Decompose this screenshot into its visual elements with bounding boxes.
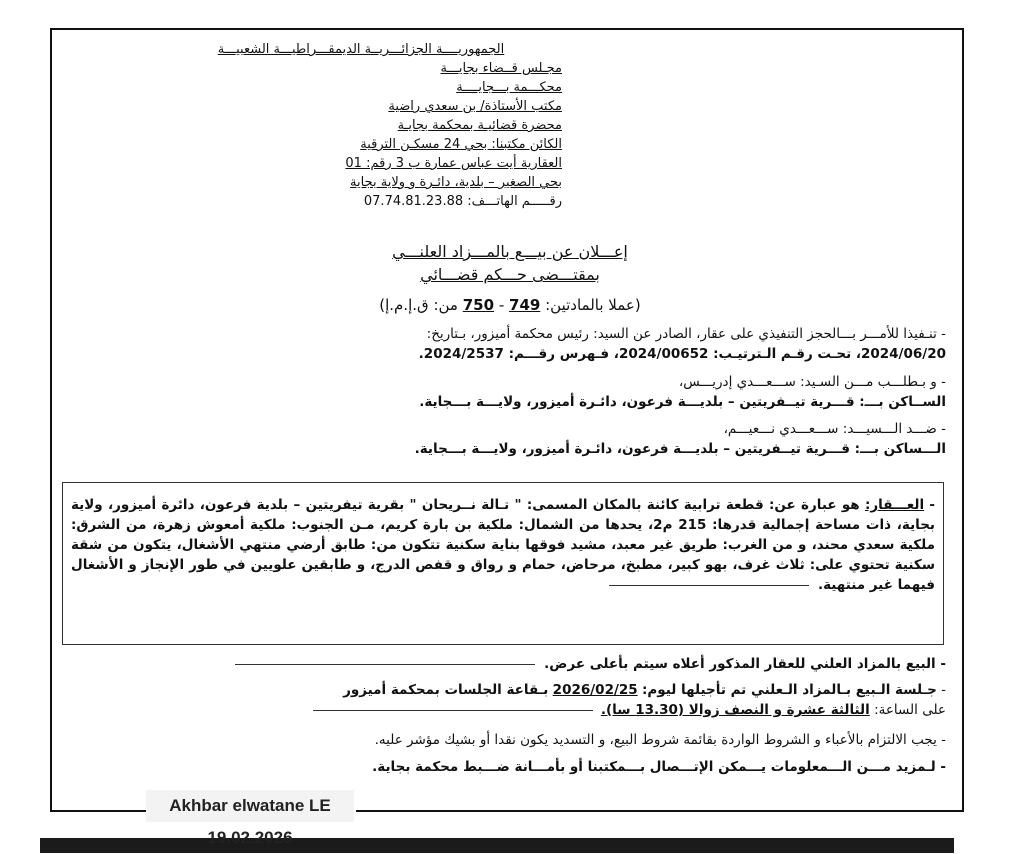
session-text: جـلسة الـبيع بـالمزاد الـعلني تم تأجيلها ليوم:: [641, 682, 937, 698]
requester-name: و بـطلـــب مـــن السـيد: ســـعـــدي إدريـــس،: [678, 374, 937, 390]
article-number: 750: [462, 296, 495, 314]
contact-term: - لـمزيد مـــن الـــمعلومات يـــمكن الإتـــصال بـــمكتبنا أو بأمـــانة ضـــبط محكمة بجاية.: [372, 759, 946, 775]
execution-paragraph: - تنـفيذا للأمـــر بـــالحجز التنفيذي على عقار، الصادر عن السيد: رئيس محكمة أميزور، بـتاريخ: 2024/06/20، تحـت رقـم الـترتيـب: 2024/00652، فـهرس رقـــم: 2024/2537.: [56, 324, 946, 364]
articles-suffix: من: ق.إ.م.إ): [379, 296, 458, 314]
header-line: العقارية أيت عباس عمارة ب 3 رقم: 01: [345, 156, 562, 171]
header-line: الكائن مكتبنا: بحي 24 مسكـن الترقية: [360, 137, 562, 152]
republic-title: الجمهوريــــة الجزائـــريــة الديمقـــراطيـــة الشعبيـــة: [217, 42, 505, 57]
execution-line: تنـفيذا للأمـــر بـــالحجز التنفيذي على عقار، الصادر عن السيد: رئيس محكمة أميزور، بـتاريخ:: [426, 326, 937, 342]
page-bottom-bar: [40, 838, 954, 853]
contact-text: لـمزيد مـــن الـــمعلومات يـــمكن الإتـــصال بـــمكتبنا أو بأمـــانة ضـــبط محكمة بجاية.: [372, 759, 936, 775]
requester-address: الســاكن بـــ: قـــرية تيــفريتين – بلديـــة فرعون، دائـرة أميزور، ولايـــة بـــجاية.: [419, 394, 946, 410]
sale-term: البيع بالمزاد العلني للعقار المذكور أعلاه سيتم بأعلى عرض.: [544, 656, 936, 672]
frame-border: [50, 810, 146, 812]
defendant-name: ضـــد الـــسيـــد: ســـعـــدي نـــعيـــم،: [723, 421, 937, 437]
session-date: 2026/02/25: [552, 682, 638, 698]
session-time: الثالثة عشرة و النصف زوالا (13.30 سا).: [600, 702, 870, 718]
announcement-subtitle: بمقتـــضى حـــكم قضـــائي: [420, 265, 600, 284]
session-time-label: على الساعة:: [874, 702, 946, 718]
legal-articles: (عملا بالمادتين: 749 - 750 من: ق.إ.م.إ): [379, 296, 641, 314]
publication-source: Akhbar elwatane LE 19.02.2026: [146, 790, 354, 822]
property-description-box: - العـــقار: هو عبارة عن: قطعة ترابية كائنة بالمكان المسمى: " تـالة نــريحان " بقرية تيفريتين – بلدية فرعون، دائرة أميزور، ولاية بجاية، ذات مساحة إجمالية قدرها: 215 م2، يحدها من الشمال: ملكية بن بارة كريم، مـن الجنوب: ملكية أمعوش زهرة، من الشرق: ملكية سعدي محند، و من الغرب: طريق غير معبد، مشيد فوقها بناية سكنية تتكون من: طابق أرضي منتهي الأشغال، يتكون من شقة سكنية تحتوي على: ثلاث غرف، بهو كبير، مطبخ، مرحاض، حمام و رواق و قفص الدرج، و طابقين علويين في طور الإنجاز و الأشغال فيهما غير منتهية.: [62, 482, 944, 645]
header-line: محكـــمة بـــجايــــة: [456, 80, 562, 95]
requester-paragraph: - و بـطلـــب مـــن السـيد: ســـعـــدي إدريـــس، الســاكن بـــ: قـــرية تيــفريتين – بلديـــة فرعون، دائـرة أميزور، ولايـــة بـــجاية.: [56, 372, 946, 412]
property-label: العـــقار:: [864, 497, 925, 513]
frame-border: [356, 810, 964, 812]
session-location: بـقاعة الجلسات بمحكمة أميزور: [343, 682, 549, 698]
divider: [609, 584, 809, 586]
divider: [313, 709, 593, 711]
header-line: مجـلس قــضاء بجايـــة: [440, 61, 562, 76]
article-number: 749: [509, 296, 541, 314]
session-terms: - جـلسة الـبيع بـالمزاد الـعلني تم تأجيلها ليوم: 2026/02/25 بـقاعة الجلسات بمحكمة أميزور على الساعة: الثالثة عشرة و النصف زوالا (13.30 سا).: [56, 680, 946, 720]
articles-prefix: (عملا بالمادتين:: [545, 296, 641, 314]
obligations-text: يجب الالتزام بالأعباء و الشروط الواردة بقائمة شروط البيع، و التسديد يكون نقدا أو بشيك مؤشر عليه.: [374, 732, 937, 748]
office-header: [160, 40, 562, 211]
property-text: هو عبارة عن: قطعة ترابية كائنة بالمكان المسمى: " تـالة نــريحان " بقرية تيفريتين – بلدية فرعون، دائرة أميزور، ولاية بجاية، ذات مساحة إجمالية قدرها: 215 م2، يحدها من الشمال: ملكية بن بارة كريم، مـن الجنوب: ملكية أمعوش زهرة، من الشرق: ملكية سعدي محند، و من الغرب: طريق غير معبد، مشيد فوقها بناية سكنية تتكون من: طابق أرضي منتهي الأشغال، يتكون من شقة سكنية تحتوي على: ثلاث غرف، بهو كبير، مطبخ، مرحاض، حمام و رواق و قفص الدرج، و طابقين علويين في طور الإنجاز و الأشغال فيهما غير منتهية.: [71, 497, 936, 593]
header-line: محضرة قضائيـة بمحكمة بجايـة: [397, 118, 562, 133]
header-line: مكتب الأستاذة/ بن سعدي راضية: [388, 99, 562, 114]
obligations-term: - يجب الالتزام بالأعباء و الشروط الواردة بقائمة شروط البيع، و التسديد يكون نقدا أو بشيك مؤشر عليه.: [374, 732, 946, 748]
against-paragraph: - ضـــد الـــسيـــد: ســـعـــدي نـــعيـــم، الـــساكن بـــ: قـــرية تيــفريتين – بلديـــة فرعون، دائـرة أميزور، ولايـــة بـــجاية.: [56, 419, 946, 459]
defendant-address: الـــساكن بـــ: قـــرية تيــفريتين – بلديـــة فرعون، دائـرة أميزور، ولايـــة بـــجاية.: [414, 441, 946, 457]
announcement-title: إعـــلان عن بيـــع بالمـــزاد العلنـــي: [392, 242, 628, 261]
divider: [235, 663, 535, 665]
header-line: بحي الصغير – بلدية، دائـرة و ولاية بجاية: [350, 175, 562, 190]
execution-line: 2024/06/20، تحـت رقـم الـترتيـب: 2024/00652، فـهرس رقـــم: 2024/2537.: [418, 346, 946, 362]
phone-line: رقـــــم الهاتـــف: 07.74.81.23.88: [363, 194, 562, 209]
sale-terms: - البيع بالمزاد العلني للعقار المذكور أعلاه سيتم بأعلى عرض.: [56, 654, 946, 674]
